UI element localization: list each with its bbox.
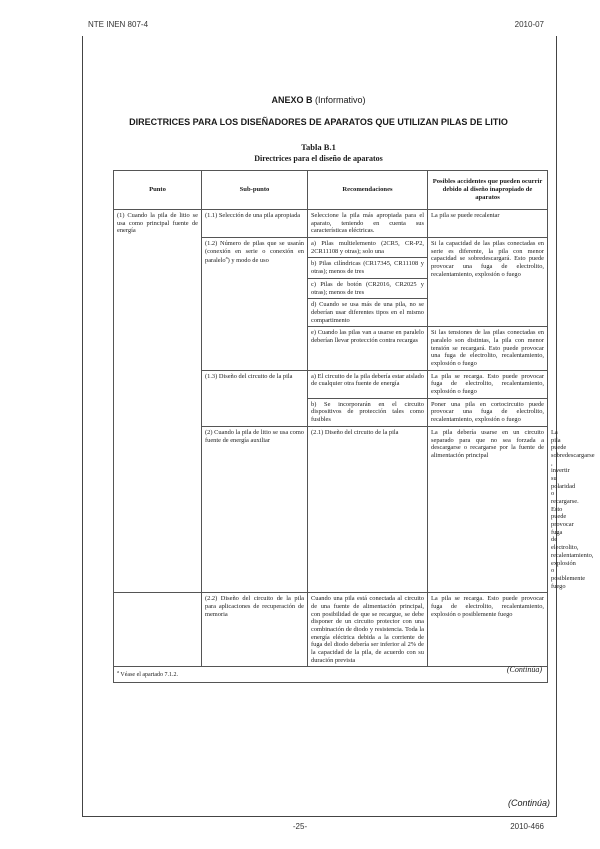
recomendacion-1-1-cell: Seleccione la pila más apropiada para el aparato, teniendo en cuenta sus características eléctricas. <box>308 210 428 238</box>
table-continua-label: (Continúa) <box>506 665 542 674</box>
header-recomendaciones: Recomendaciones <box>308 171 428 210</box>
table-footnote-row <box>114 667 548 682</box>
recomendacion-1-2-c-cell: c) Pilas de botón (CR2016, CR2025 y otras); menos de tres <box>308 278 428 298</box>
footnote-mark: a <box>117 669 119 675</box>
subpunto-1-2-cell <box>202 238 308 371</box>
table-row: (2) Cuando la pila de litio se usa como fuente de energía auxiliar (2.1) Diseño del circuito de la pila La pila debería usarse en un circuito separado para que no sea forzada a descargarse o recargarse por la fuente de alimentación principal La pila puede sobredescargarse , invertir su polaridad o recargarse. Esto puede provocar fuga de electrolito, recalentamiento, explosión o posiblemente fuego <box>114 426 548 592</box>
recomendacion-1-2-a-cell: a) Pilas multielemento (2CR5, CR-P2, 2CR11108 y otras); solo una <box>308 238 428 258</box>
recomendacion-2-1-cell: La pila debería usarse en un circuito separado para que no sea forzada a descargarse o recargarse por la fuente de alimentación principal <box>428 426 548 592</box>
subpunto-2-2-cell: (2.2) Diseño del circuito de la pila para aplicaciones de recuperación de memoria <box>202 593 308 667</box>
header-subpunto: Sub-punto <box>202 171 308 210</box>
table-subcaption: Directrices para el diseño de aparatos <box>254 154 383 163</box>
annex-label: ANEXO B <box>271 95 313 105</box>
subpunto-2-1-cell: (2.1) Diseño del circuito de la pila <box>308 426 428 592</box>
recomendacion-1-3-a-cell: a) El circuito de la pila debería estar aislado de cualquier otra fuente de energía <box>308 370 428 398</box>
header-date: 2010-07 <box>514 20 544 29</box>
table-row <box>114 593 548 667</box>
page-continua-label: (Continúa) <box>507 798 550 808</box>
header-accidentes: Posibles accidentes que pueden ocurrir debido al diseño inapropiado de aparatos <box>428 171 548 210</box>
recomendacion-2-2-cell: Cuando una pila está conectada al circuito de una fuente de alimentación principal, con posibilidad de que se recargue, se debe disponer de un circuito protector con una combinación de diodo y resistencia. Toda la energía eléctrica debida a la corriente de fuga del diodo debería ser inferior al 2% de la capacidad de la pila, de acuerdo con su duración prevista <box>308 593 428 667</box>
footer-document-code: 2010-466 <box>510 822 544 831</box>
header-punto: Punto <box>114 171 202 210</box>
punto-2-cell: (2) Cuando la pila de litio se usa como fuente de energía auxiliar <box>202 426 308 592</box>
accidente-1-2-abcd-cell: Si la capacidad de las pilas conectadas en serie es diferente, la pila con menor capacidad se sobredescargará. Esto puede provocar una fuga de electrolito, recalentamiento, explosión o fuego <box>428 238 548 327</box>
footnote-text: Véase el apartado 7.1.2. <box>120 672 179 679</box>
subpunto-1-2-text-a: (1.2) Número de pilas que se usarán (conexión en serie o conexión en paralelo <box>205 240 304 265</box>
table-caption: Tabla B.1 <box>301 142 336 152</box>
header-document-code: NTE INEN 807-4 <box>88 20 149 29</box>
subpunto-1-3-cell: (1.3) Diseño del circuito de la pila <box>202 370 308 426</box>
subpunto-1-2-footnote-ref: a <box>225 255 228 261</box>
recomendacion-1-2-e-cell: e) Cuando las pilas van a usarse en paralelo deberían llevar protección contra recargas <box>308 327 428 370</box>
accidente-1-3-b-cell: Poner una pila en cortocircuito puede provocar una fuga de electrolito, recalentamiento, explosión o fuego <box>428 398 548 426</box>
recomendacion-1-2-b-cell: b) Pilas cilíndricas (CR17345, CR11108 y otras); menos de tres <box>308 258 428 278</box>
accidente-2-2-cell: La pila se recarga. Esto puede provocar fuga de electrolito, recalentamiento, explosión o posiblemente fuego <box>428 593 548 667</box>
footer-page-number: -25- <box>292 822 308 831</box>
table-footnote <box>114 667 548 682</box>
accidente-1-2-e-cell: Si las tensiones de las pilas conectadas en paralelo son distintas, la pila con menor tensión se recargará. Esto puede provocar una fuga de electrolito, recalentamiento, explosión o fuego <box>428 327 548 370</box>
page-title: DIRECTRICES PARA LOS DISEÑADORES DE APARATOS QUE UTILIZAN PILAS DE LITIO <box>129 117 508 127</box>
subpunto-1-1-cell: (1.1) Selección de una pila apropiada <box>202 210 308 238</box>
accidente-1-1-cell: La pila se puede recalentar <box>428 210 548 238</box>
table-row <box>114 210 548 238</box>
table-header-row <box>114 171 548 210</box>
recomendacion-1-3-b-cell: b) Se incorporarán en el circuito dispositivos de protección tales como fusibles <box>308 398 428 426</box>
recomendacion-1-2-d-cell: d) Cuando se usa más de una pila, no se deberían usar diferentes tipos en el mismo compartimento <box>308 299 428 327</box>
guidelines-table <box>113 170 595 683</box>
punto-1-cell: (1) Cuando la pila de litio se usa como principal fuente de energía <box>114 210 202 593</box>
punto-2-continued-cell <box>114 593 202 667</box>
accidente-1-3-a-cell: La pila se recarga. Esto puede provocar fuga de electrolito, recalentamiento, explosión o fuego <box>428 370 548 398</box>
annex-note: (Informativo) <box>315 95 366 105</box>
annex-heading <box>82 95 555 105</box>
subpunto-1-2-text-b: ) y modo de uso <box>227 257 269 265</box>
